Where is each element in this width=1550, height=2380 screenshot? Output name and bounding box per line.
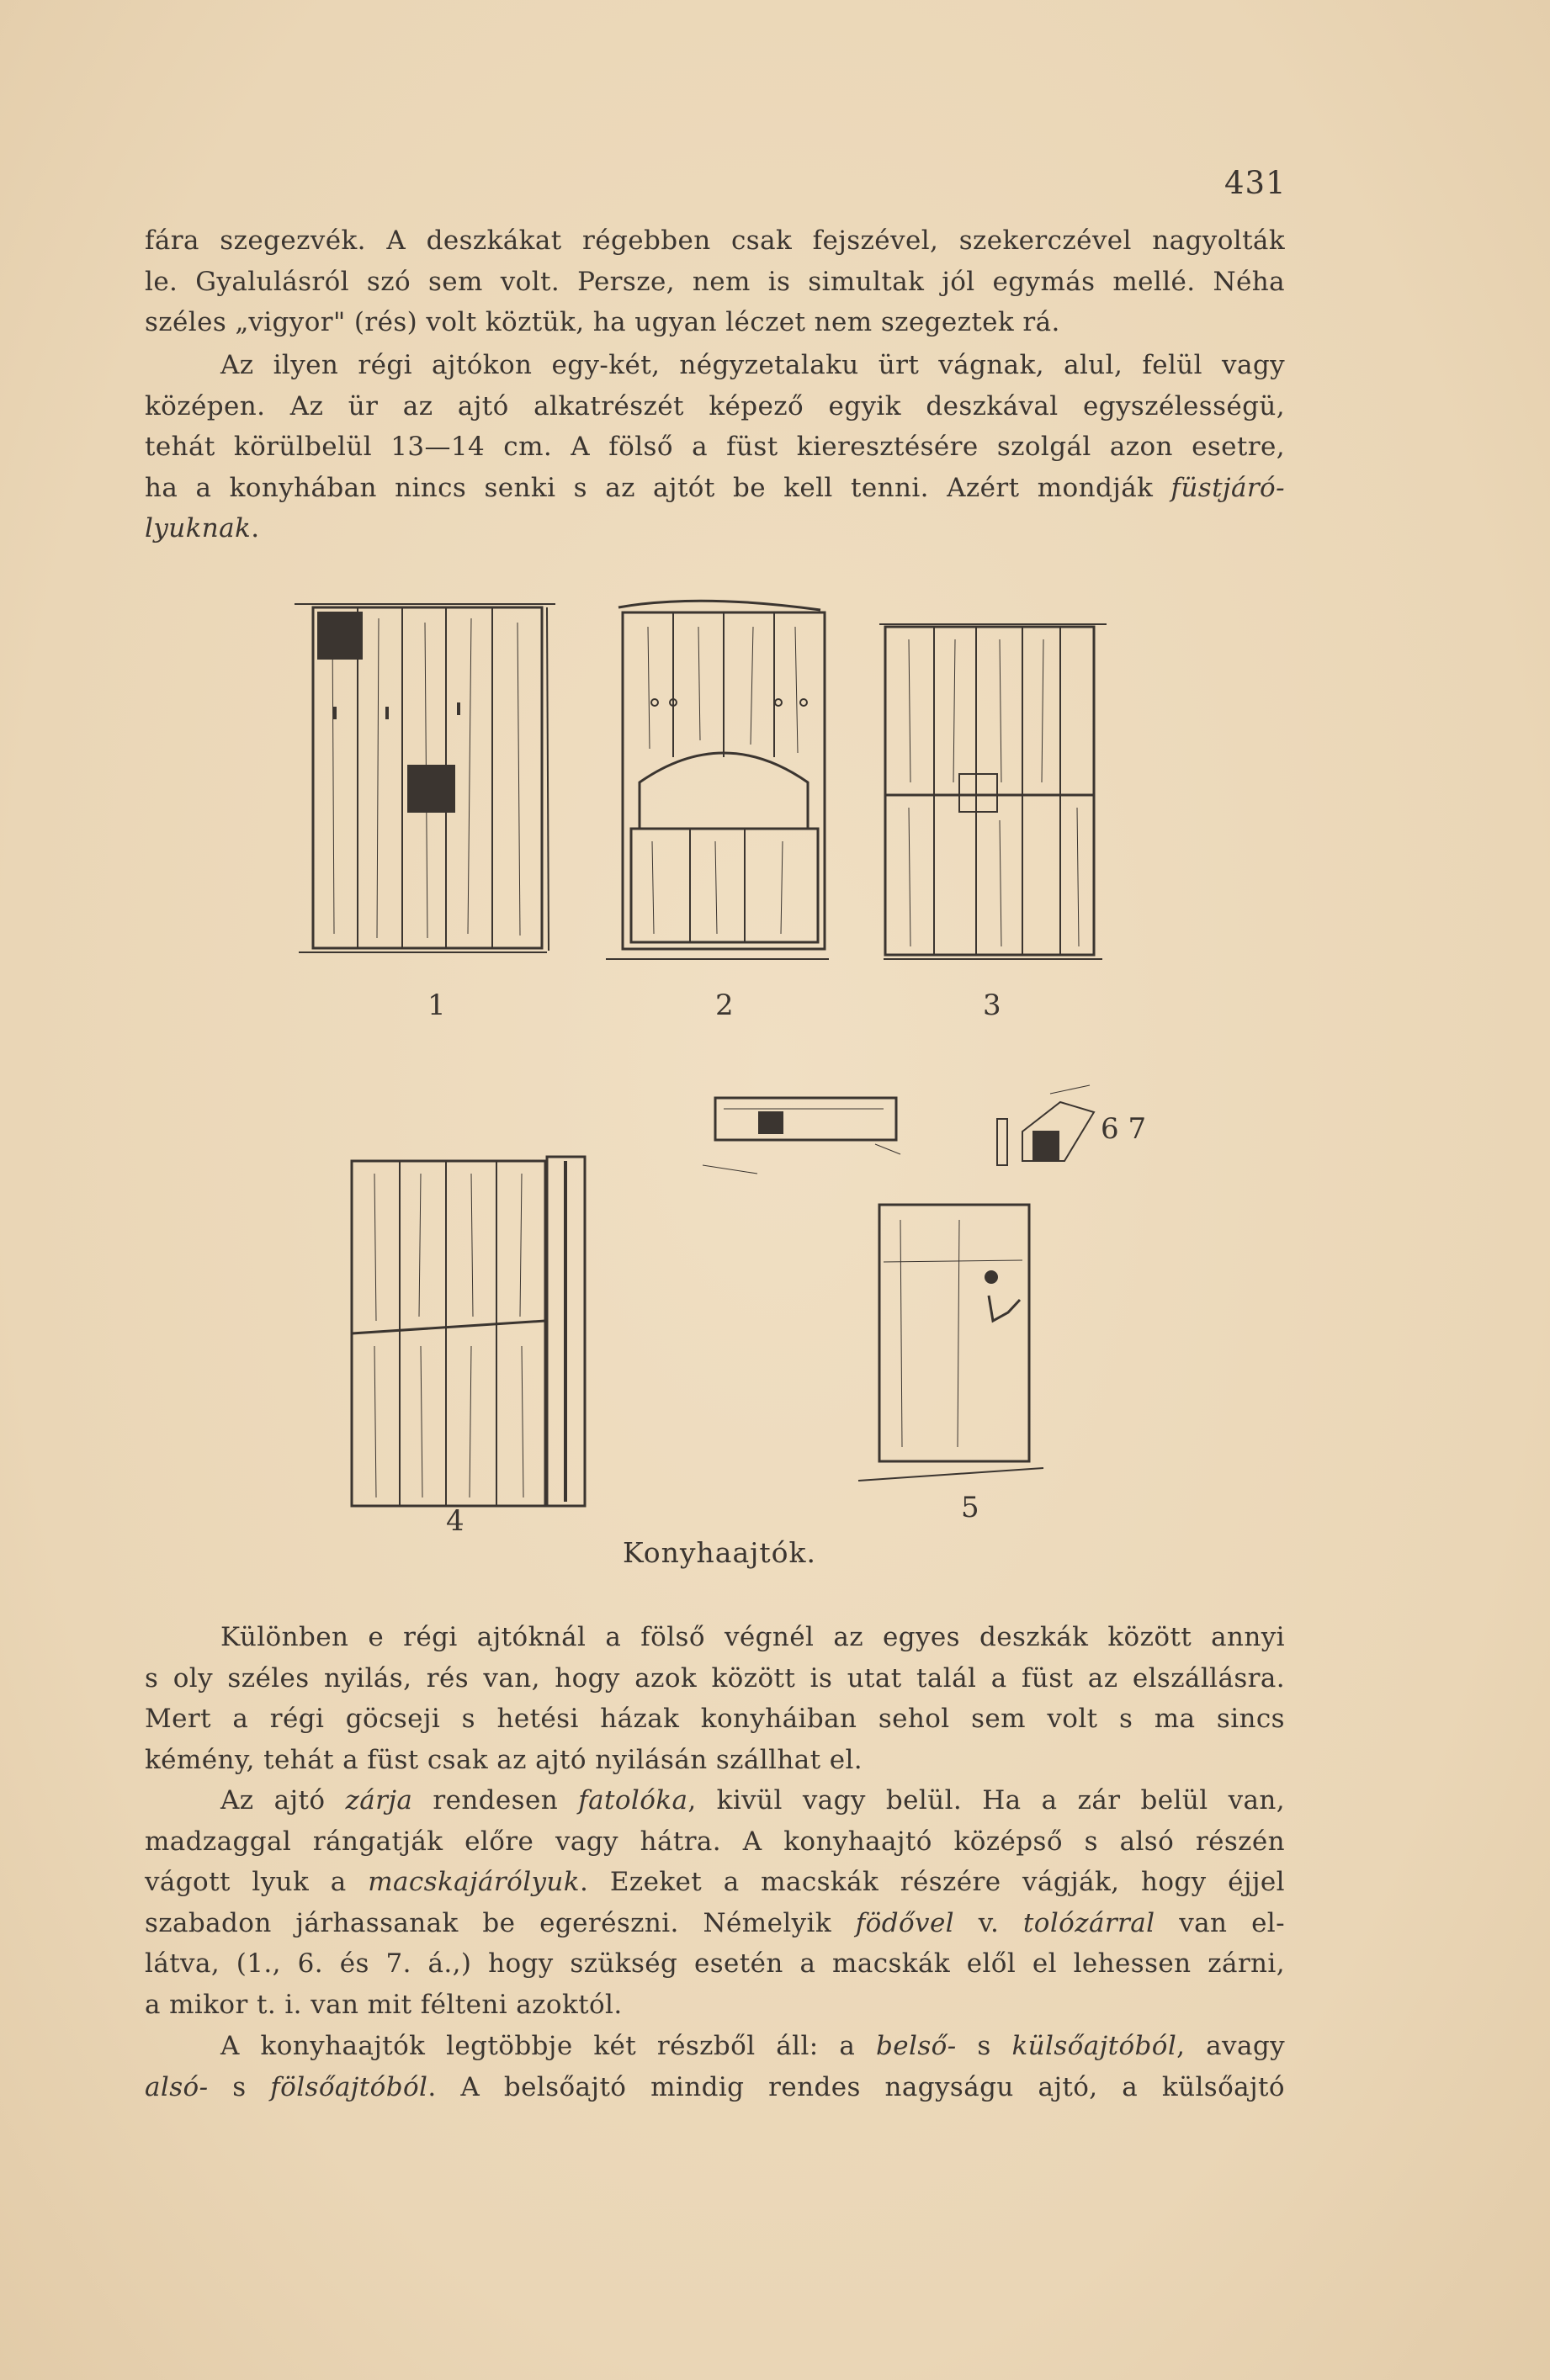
text-line: látva, (1., 6. és 7. á.,) hogy szükség esetén a macskák elől el lehessen zárni, [145,1948,1285,1979]
text-line [145,2026,1285,2067]
text-line: széles „vigyor" (rés) volt köztük, ha ugyan léczet nem szegeztek rá. [145,307,1060,337]
text-run: A konyhaajtók legtöbbje két részből áll: a [220,2031,877,2061]
door-4-drawing [352,1157,585,1506]
latch-detail-drawing [703,1085,1094,1174]
door-5-drawing [858,1205,1043,1481]
paragraph-5 [145,2026,1285,2107]
text-run: s [956,2031,1012,2061]
text-run: szabadon járhassanak be egerészni. Némelyik [145,1907,856,1938]
text-line [145,1903,1285,1944]
term-kulsoajtobol: külsőajtóból [1011,2031,1177,2061]
figure-label-6-7: 6 7 [1101,1112,1147,1146]
text-run: . A belsőajtó mindig rendes nagyságu ajtó, a külsőajtó [427,2071,1285,2102]
term-fodovel: födővel [855,1907,954,1938]
text-run: . Ezeket a macskák részére vágják, hogy éjjel [580,1867,1285,1897]
term-folsoajtobol: fölsőajtóból [270,2071,428,2102]
term-also: alsó- [145,2071,209,2102]
door-1-drawing [295,604,555,952]
text-line: Különben e régi ajtóknál a fölső végnél az egyes deszkák között annyi [220,1622,1285,1652]
text-run: , kivül vagy belül. Ha a zár belül van, [687,1785,1286,1815]
text-line [145,1862,1285,1903]
text-line: középen. Az ür az ajtó alkatrészét képező egyik deszkával egyszélességü, [145,390,1285,421]
term-fatoloka: fatolóka [578,1785,688,1815]
text-line: Mert a régi göcseji s hetési házak konyháiban sehol sem volt s ma sincs [145,1704,1285,1734]
figure-label-2: 2 [715,989,734,1022]
text-run: , avagy [1176,2031,1285,2061]
text-line [145,1780,1285,1821]
figure-label-5: 5 [961,1491,979,1524]
text-line: Az ilyen régi ajtókon egy-két, négyzetalaku ürt vágnak, alul, felül vagy [220,350,1285,380]
figure-label-4: 4 [446,1504,464,1538]
page-number: 431 [1224,165,1287,201]
figure-label-3: 3 [983,989,1001,1022]
text-run: s [208,2071,271,2102]
text-run: vágott lyuk a [145,1867,369,1897]
figure-label-1: 1 [427,989,446,1022]
term-lyuknak: lyuknak [145,513,252,543]
text-run: van el- [1155,1907,1286,1938]
door-2-drawing [606,601,829,959]
text-line: s oly széles nyilás, rés van, hogy azok között is utat talál a füst az elszállásra. [145,1662,1285,1694]
text-line: le. Gyalulásról szó sem volt. Persze, nem is simultak jól egymás mellé. Néha [145,266,1285,297]
term-macskajarolyuk: macskajárólyuk [368,1867,580,1897]
text-line: a mikor t. i. van mit félteni azoktól. [145,1989,623,2020]
text-run: ha a konyhában nincs senki s az ajtót be kell tenni. Azért mondják [145,472,1154,503]
text-line: tehát körülbelül 13—14 cm. A fölső a füst kieresztésére szolgál azon esetre, [145,432,1285,462]
term-zarja: zárja [345,1785,413,1815]
text-run: v. [954,1907,1023,1938]
text-line: madzaggal rángatják előre vagy hátra. A konyhaajtó középső s alsó részén [145,1826,1285,1857]
term-tolozarral: tolózárral [1022,1907,1155,1938]
paragraph-4 [145,1780,1285,2025]
text-line: kémény, tehát a füst csak az ajtó nyilásán szállhat el. [145,1744,863,1775]
text-run: . [251,513,260,543]
paragraph-3 [145,1617,1285,1780]
text-line: fára szegezvék. A deszkákat régebben csak fejszével, szekerczével nagyolták [145,225,1285,256]
door-3-drawing [879,624,1107,959]
term-fustjaro: füstjáró- [1170,472,1285,503]
term-belso: belső- [876,2031,957,2061]
text-line [145,2067,1285,2108]
figure-caption: Konyhaajtók. [623,1536,816,1569]
text-run: rendesen [412,1785,579,1815]
text-run: Az ajtó [220,1785,346,1815]
